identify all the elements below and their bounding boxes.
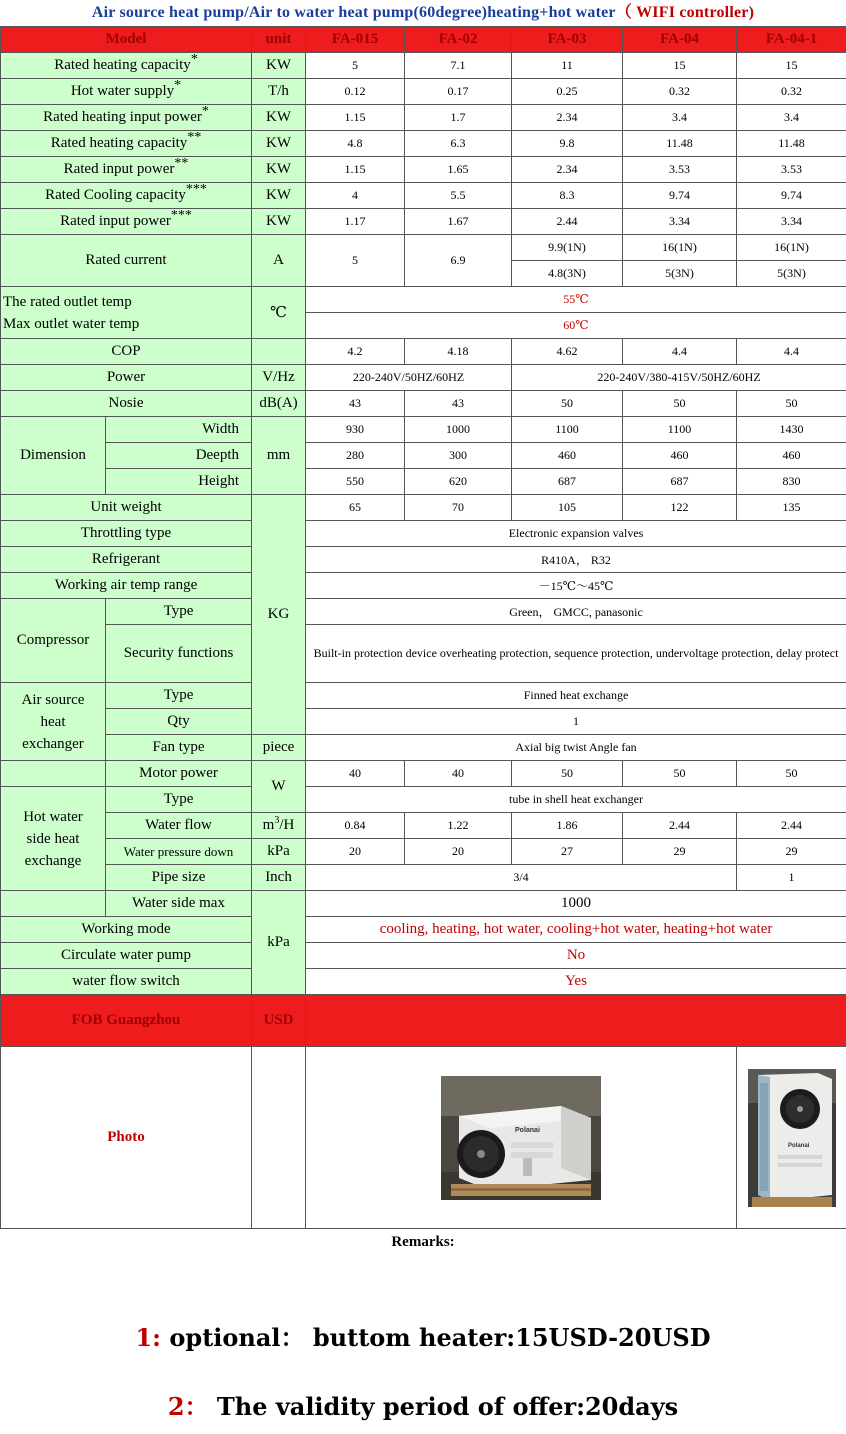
cell: 550 <box>306 469 405 495</box>
cell: 9.74 <box>623 183 737 209</box>
row-refrigerant <box>1 547 846 573</box>
row-label: Water side max <box>106 891 252 917</box>
row-unit: mm <box>252 417 306 495</box>
photo-brand-2: Polanai <box>787 1142 809 1149</box>
cell: 300 <box>405 443 512 469</box>
row-label: Motor power <box>106 761 252 787</box>
cell: 2.44 <box>623 813 737 839</box>
cell: 60℃ <box>306 313 846 339</box>
cell: 1 <box>306 709 846 735</box>
cell: 40 <box>405 761 512 787</box>
cell: Electronic expansion valves <box>306 521 846 547</box>
row-price <box>1 995 846 1047</box>
note-2-num: 2： <box>167 1392 209 1421</box>
cell: 830 <box>737 469 846 495</box>
cell: 0.32 <box>623 79 737 105</box>
cell: 122 <box>623 495 737 521</box>
row-air-temp <box>1 573 846 599</box>
row-label: The rated outlet temp Max outlet water temp <box>1 287 252 339</box>
row-unit: $m^3/H$ <box>252 813 306 839</box>
row-unit: KW <box>252 209 306 235</box>
cell: 460 <box>512 443 623 469</box>
row-unit-kpa: kPa <box>252 891 306 995</box>
cell: 1.17 <box>306 209 405 235</box>
row-rated-heating-capacity-2 <box>1 131 846 157</box>
cell: 5(3N) <box>737 261 846 287</box>
cell: 2.44 <box>737 813 846 839</box>
row-rated-heating-capacity <box>1 53 846 79</box>
cell: 4.62 <box>512 339 623 365</box>
cell: 0.12 <box>306 79 405 105</box>
dimension-height-label: Height <box>106 469 252 495</box>
cell: 6.3 <box>405 131 512 157</box>
cell: 7.1 <box>405 53 512 79</box>
cell: Built-in protection device overheating protection, sequence protection, undervoltage protection, delay protect <box>306 625 846 683</box>
row-dimension-height <box>1 469 846 495</box>
cell: 1.22 <box>405 813 512 839</box>
row-unit: KW <box>252 157 306 183</box>
cell: 220-240V/380-415V/50HZ/60HZ <box>512 365 846 391</box>
cell: 1100 <box>512 417 623 443</box>
air-source-type-label: Type <box>106 683 252 709</box>
cell: 1.15 <box>306 157 405 183</box>
row-label: Working air temp range <box>1 573 252 599</box>
row-unit-kg: KG <box>252 495 306 735</box>
note-1 <box>0 1318 846 1353</box>
title-controller: （ WIFI controller) <box>615 4 755 21</box>
cell: 1.67 <box>405 209 512 235</box>
row-motor-power <box>1 761 846 787</box>
row-unit: kPa <box>252 839 306 865</box>
cell: 1.65 <box>405 157 512 183</box>
row-unit: KW <box>252 183 306 209</box>
row-air-source-fan <box>1 735 846 761</box>
row-label: Nosie <box>1 391 252 417</box>
cell: 3/4 <box>306 865 737 891</box>
heat-pump-photo-2 <box>748 1069 836 1207</box>
cell: 930 <box>306 417 405 443</box>
cell: 4.18 <box>405 339 512 365</box>
row-unit <box>252 339 306 365</box>
row-label: Unit weight <box>1 495 252 521</box>
row-hws-flow <box>1 813 846 839</box>
cell: －15℃～45℃ <box>306 573 846 599</box>
photo-cell-2 <box>737 1047 846 1229</box>
row-cop <box>1 339 846 365</box>
note-1-num: 1: <box>135 1323 162 1352</box>
cell: 687 <box>623 469 737 495</box>
cell: 620 <box>405 469 512 495</box>
photo-brand-1: Polanai <box>515 1126 540 1134</box>
row-flow-switch <box>1 969 846 995</box>
page-title: Air source heat pump/Air to water heat pump(60degree)heating+hot water（ WIFI controller) <box>91 4 755 21</box>
header-model-3: FA-03 <box>512 27 623 53</box>
cell: 3.4 <box>737 105 846 131</box>
row-hws-type <box>1 787 846 813</box>
cell: 40 <box>306 761 405 787</box>
row-rated-current-a <box>1 235 846 261</box>
cell: 8.3 <box>512 183 623 209</box>
row-unit: W <box>252 761 306 813</box>
header-model-4: FA-04 <box>623 27 737 53</box>
cell: 20 <box>405 839 512 865</box>
cell: 50 <box>623 761 737 787</box>
hws-pressure-label: Water pressure down <box>106 839 252 865</box>
header-model-1: FA-015 <box>306 27 405 53</box>
cell: 11 <box>512 53 623 79</box>
cell: 50 <box>623 391 737 417</box>
cell: 0.25 <box>512 79 623 105</box>
header-model-5: FA-04-1 <box>737 27 846 53</box>
header-unit: unit <box>252 27 306 53</box>
cell: 15 <box>623 53 737 79</box>
row-label: Hot water supply* <box>1 79 252 105</box>
cell: 3.53 <box>623 157 737 183</box>
cell: 2.34 <box>512 105 623 131</box>
cell: 105 <box>512 495 623 521</box>
row-throttling <box>1 521 846 547</box>
note-1-text: optional： buttom heater:15USD-20USD <box>161 1323 711 1352</box>
cell: 1.7 <box>405 105 512 131</box>
row-dimension-width <box>1 417 846 443</box>
cell: Yes <box>306 969 846 995</box>
hws-pipe-label: Pipe size <box>106 865 252 891</box>
row-air-source-qty <box>1 709 846 735</box>
cell: 3.34 <box>623 209 737 235</box>
dimension-depth-label: Deepth <box>106 443 252 469</box>
cell: 29 <box>623 839 737 865</box>
spec-table <box>0 26 846 1229</box>
cell: 4.8(3N) <box>512 261 623 287</box>
cell: 6.9 <box>405 235 512 287</box>
photo-cell-1 <box>306 1047 737 1229</box>
cell: 50 <box>512 761 623 787</box>
cell: 16(1N) <box>737 235 846 261</box>
remarks-label: Remarks: <box>391 1234 455 1250</box>
row-label: Power <box>1 365 252 391</box>
cell: 1.15 <box>306 105 405 131</box>
cell: 0.84 <box>306 813 405 839</box>
compressor-type-label: Type <box>106 599 252 625</box>
row-circulate-pump <box>1 943 846 969</box>
cell: 3.53 <box>737 157 846 183</box>
row-label: Rated input power** <box>1 157 252 183</box>
row-compressor-type <box>1 599 846 625</box>
cell: 3.34 <box>737 209 846 235</box>
cell: 1.86 <box>512 813 623 839</box>
cell: 1000 <box>306 891 846 917</box>
cell: 29 <box>737 839 846 865</box>
cell: 50 <box>737 391 846 417</box>
header-model-2: FA-02 <box>405 27 512 53</box>
cell: 4.2 <box>306 339 405 365</box>
cell: cooling, heating, hot water, cooling+hot water, heating+hot water <box>306 917 846 943</box>
cell: 11.48 <box>623 131 737 157</box>
row-unit: dB(A) <box>252 391 306 417</box>
row-unit: KW <box>252 105 306 131</box>
air-source-label: Air source heat exchanger <box>1 683 106 761</box>
cell: 1 <box>737 865 846 891</box>
heat-pump-photo-1 <box>441 1076 601 1200</box>
row-unit: KW <box>252 131 306 157</box>
air-source-fan-label: Fan type <box>106 735 252 761</box>
cell: 20 <box>306 839 405 865</box>
row-unit: ℃ <box>252 287 306 339</box>
cell: 1100 <box>623 417 737 443</box>
header-row <box>1 27 846 53</box>
cell: 9.9(1N) <box>512 235 623 261</box>
cell: 1000 <box>405 417 512 443</box>
cell: 460 <box>623 443 737 469</box>
cell: 43 <box>405 391 512 417</box>
note-2 <box>0 1387 846 1422</box>
cell: 4.8 <box>306 131 405 157</box>
row-hws-pressure <box>1 839 846 865</box>
row-label: water flow switch <box>1 969 252 995</box>
cell: 5 <box>306 235 405 287</box>
row-label: Working mode <box>1 917 252 943</box>
dimension-width-label: Width <box>106 417 252 443</box>
row-unit: KW <box>252 53 306 79</box>
row-label: Rated heating capacity* <box>1 53 252 79</box>
cell: 2.44 <box>512 209 623 235</box>
row-dimension-depth <box>1 443 846 469</box>
row-air-source-type <box>1 683 846 709</box>
row-rated-cooling-capacity <box>1 183 846 209</box>
price-unit: USD <box>252 995 306 1047</box>
row-power <box>1 365 846 391</box>
compressor-label: Compressor <box>1 599 106 683</box>
dimension-label: Dimension <box>1 417 106 495</box>
cell: Axial big twist Angle fan <box>306 735 846 761</box>
hws-type-label: Type <box>106 787 252 813</box>
row-noise <box>1 391 846 417</box>
row-outlet-temp-a <box>1 287 846 313</box>
cell: 4.4 <box>737 339 846 365</box>
cell: 9.8 <box>512 131 623 157</box>
cell: 43 <box>306 391 405 417</box>
cell: 5.5 <box>405 183 512 209</box>
cell: 65 <box>306 495 405 521</box>
air-source-qty-label: Qty <box>106 709 252 735</box>
header-model: Model <box>1 27 252 53</box>
cell: 11.48 <box>737 131 846 157</box>
cell: 55℃ <box>306 287 846 313</box>
cell: Green， GMCC, panasonic <box>306 599 846 625</box>
row-hot-water-supply <box>1 79 846 105</box>
cell: 0.32 <box>737 79 846 105</box>
hws-flow-label: Water flow <box>106 813 252 839</box>
row-label: Circulate water pump <box>1 943 252 969</box>
cell: 1430 <box>737 417 846 443</box>
row-unit-weight <box>1 495 846 521</box>
row-unit: Inch <box>252 865 306 891</box>
row-rated-heating-input-power <box>1 105 846 131</box>
row-working-mode <box>1 917 846 943</box>
row-unit-piece: piece <box>252 735 306 761</box>
cell: 0.17 <box>405 79 512 105</box>
cell: 4 <box>306 183 405 209</box>
cell: 460 <box>737 443 846 469</box>
cell: 220-240V/50HZ/60HZ <box>306 365 512 391</box>
row-label: Throttling type <box>1 521 252 547</box>
compressor-security-label: Security functions <box>106 625 252 683</box>
cell: 4.4 <box>623 339 737 365</box>
cell: 135 <box>737 495 846 521</box>
price-label: FOB Guangzhou <box>1 995 252 1047</box>
cell: 5(3N) <box>623 261 737 287</box>
cell: 5 <box>306 53 405 79</box>
cell: 9.74 <box>737 183 846 209</box>
row-unit: T/h <box>252 79 306 105</box>
cell: 70 <box>405 495 512 521</box>
row-label: Rated input power*** <box>1 209 252 235</box>
wsm-spacer <box>1 891 106 917</box>
cell: Finned heat exchange <box>306 683 846 709</box>
row-compressor-security <box>1 625 846 683</box>
note-2-text: The validity period of offer:20days <box>208 1392 679 1421</box>
row-photo <box>1 1047 846 1229</box>
row-unit: V/Hz <box>252 365 306 391</box>
hot-water-side-label: Hot water side heat exchange <box>1 787 106 891</box>
row-rated-input-power-2 <box>1 157 846 183</box>
cell: No <box>306 943 846 969</box>
cell: 15 <box>737 53 846 79</box>
cell: 687 <box>512 469 623 495</box>
cell: 2.34 <box>512 157 623 183</box>
cell: tube in shell heat exchanger <box>306 787 846 813</box>
cell: 3.4 <box>623 105 737 131</box>
photo-unit-spacer <box>252 1047 306 1229</box>
photo-label: Photo <box>1 1047 252 1229</box>
cell: 50 <box>512 391 623 417</box>
row-label: Refrigerant <box>1 547 252 573</box>
row-label: Rated heating input power* <box>1 105 252 131</box>
motor-spacer <box>1 761 106 787</box>
row-label: COP <box>1 339 252 365</box>
row-label: Rated heating capacity** <box>1 131 252 157</box>
cell: 280 <box>306 443 405 469</box>
cell: 27 <box>512 839 623 865</box>
row-hws-pipe <box>1 865 846 891</box>
cell: R410A， R32 <box>306 547 846 573</box>
cell: 16(1N) <box>623 235 737 261</box>
row-label: Rated current <box>1 235 252 287</box>
row-label: Rated Cooling capacity*** <box>1 183 252 209</box>
row-unit: A <box>252 235 306 287</box>
price-value <box>306 995 846 1047</box>
row-rated-input-power-3 <box>1 209 846 235</box>
cell: 50 <box>737 761 846 787</box>
row-water-side-max <box>1 891 846 917</box>
